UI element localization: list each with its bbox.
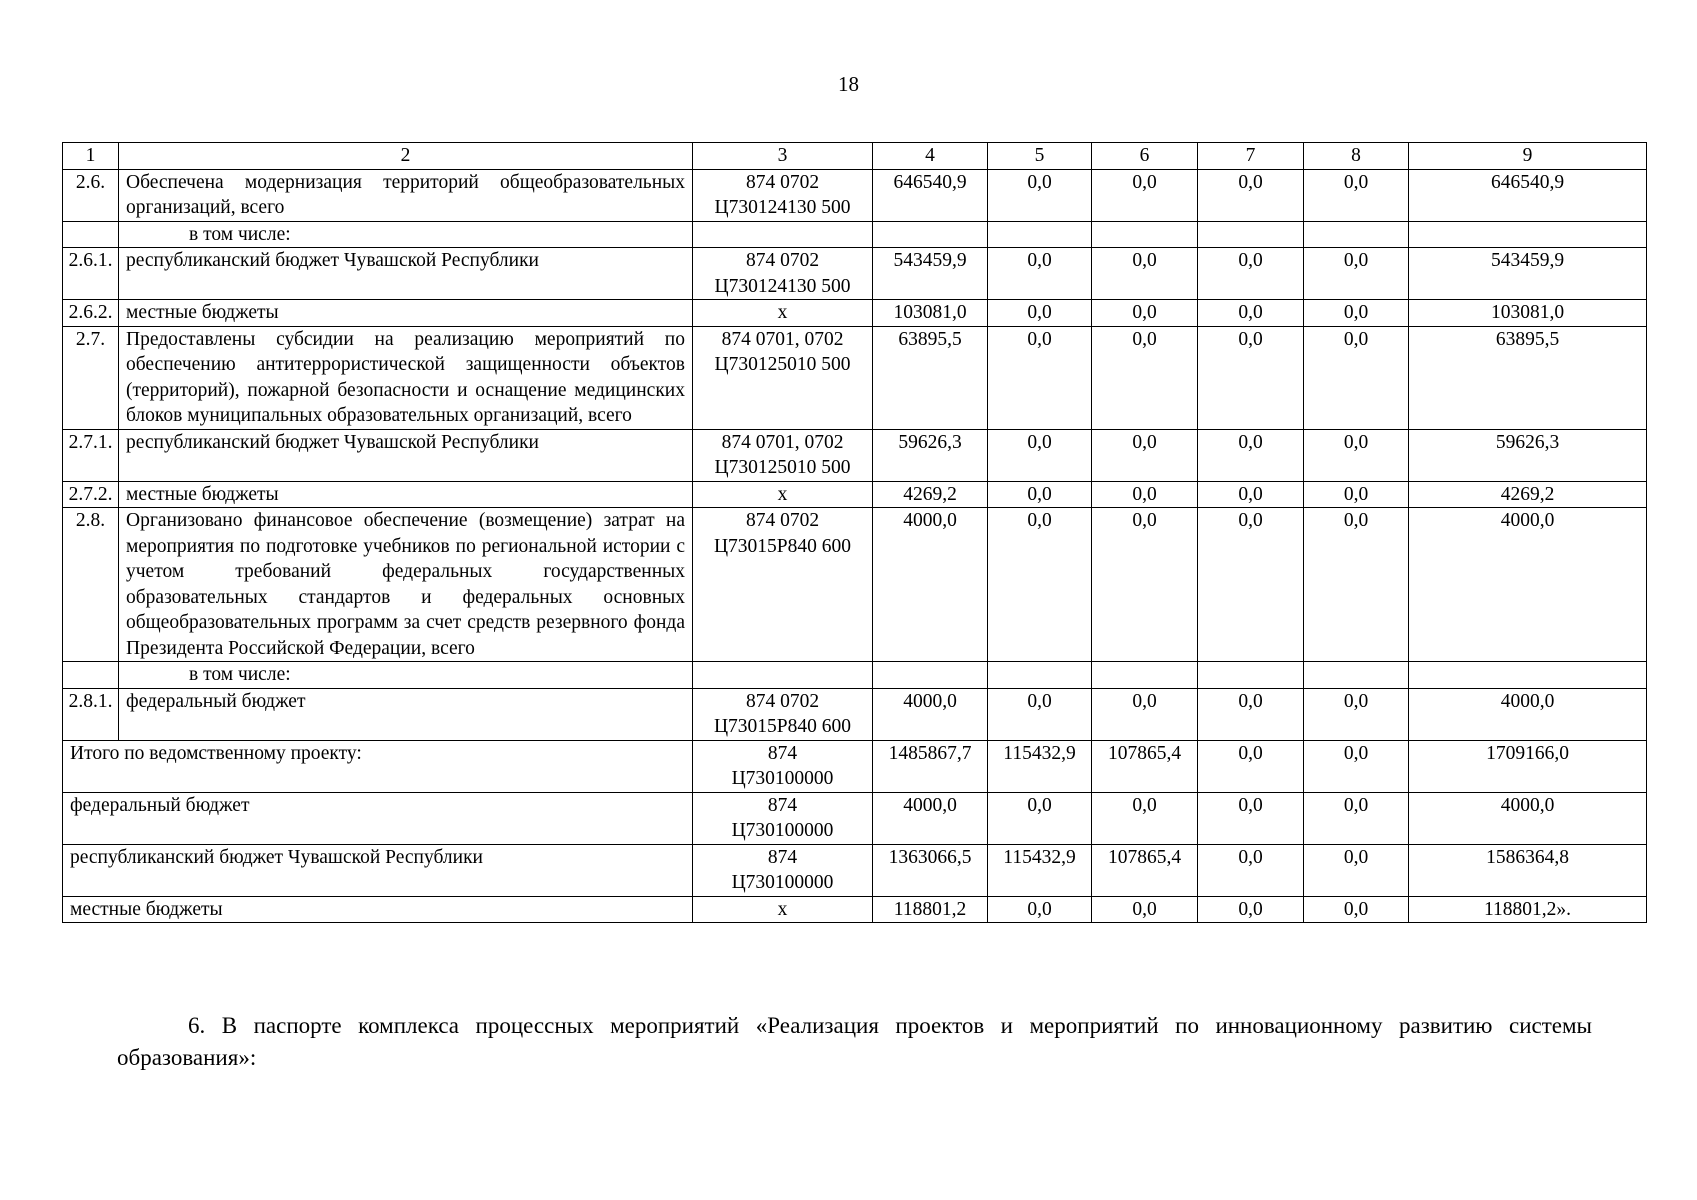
amount-cell: 0,0 <box>1304 429 1409 481</box>
amount-cell <box>1304 221 1409 248</box>
amount-cell: 0,0 <box>988 688 1092 740</box>
amount-cell: 0,0 <box>1198 844 1304 896</box>
budget-code <box>693 844 873 896</box>
row-number: 2.8.1. <box>63 688 119 740</box>
budget-code-line: 874 <box>767 742 798 764</box>
total-label: федеральный бюджет <box>63 792 693 844</box>
budget-code-line: Ц730125010 500 <box>714 354 851 375</box>
row-name: Организовано финансовое обеспечение (возмещение) затрат на мероприятия по подготовке учебников по региональной истории с учетом требований федеральных государственных образовательных стандартов и федеральных основных общеобразовательных программ за счет средств резервного фонда Президента Российской Федерации, всего <box>119 508 693 662</box>
amount-cell: 59626,3 <box>873 429 988 481</box>
row-number: 2.7.1. <box>63 429 119 481</box>
amount-cell: 0,0 <box>1198 688 1304 740</box>
amount-cell: 0,0 <box>1198 508 1304 662</box>
amount-cell: 4000,0 <box>873 688 988 740</box>
row-name: республиканский бюджет Чувашской Республики <box>119 429 693 481</box>
budget-code <box>693 169 873 221</box>
budget-code-line: 874 0701, 0702 <box>721 431 844 453</box>
total-row <box>63 792 1647 844</box>
budget-code <box>693 896 873 923</box>
table-row <box>63 248 1647 300</box>
amount-cell <box>873 221 988 248</box>
amount-cell: 115432,9 <box>988 740 1092 792</box>
table-row <box>63 688 1647 740</box>
total-row <box>63 740 1647 792</box>
amount-cell: 0,0 <box>1198 792 1304 844</box>
amount-cell: 1363066,5 <box>873 844 988 896</box>
budget-code-line: Ц730100000 <box>731 768 834 789</box>
amount-cell: 4000,0 <box>1409 688 1647 740</box>
budget-code <box>693 688 873 740</box>
budget-code <box>693 508 873 662</box>
amount-cell: 0,0 <box>1092 300 1198 327</box>
amount-cell: 0,0 <box>1198 740 1304 792</box>
amount-cell: 63895,5 <box>873 326 988 429</box>
column-header: 2 <box>119 143 693 170</box>
amount-cell: 0,0 <box>1092 326 1198 429</box>
amount-cell: 115432,9 <box>988 844 1092 896</box>
row-number: 2.6.2. <box>63 300 119 327</box>
amount-cell <box>1198 662 1304 689</box>
row-number: 2.6.1. <box>63 248 119 300</box>
amount-cell: 4000,0 <box>1409 792 1647 844</box>
row-name: Обеспечена модернизация территорий общеобразовательных организаций, всего <box>119 169 693 221</box>
amount-cell <box>1198 221 1304 248</box>
column-header: 7 <box>1198 143 1304 170</box>
amount-cell: 0,0 <box>988 896 1092 923</box>
budget-code <box>693 300 873 327</box>
row-number: 2.7.2. <box>63 481 119 508</box>
page-number: 18 <box>838 72 859 96</box>
amount-cell: 1586364,8 <box>1409 844 1647 896</box>
table-row <box>63 169 1647 221</box>
budget-code-line: Ц730124130 500 <box>714 275 851 297</box>
amount-cell <box>873 662 988 689</box>
budget-code <box>693 248 873 300</box>
amount-cell: 0,0 <box>1092 481 1198 508</box>
total-label: местные бюджеты <box>63 896 693 923</box>
amount-cell: 0,0 <box>988 169 1092 221</box>
budget-code-line: 874 0702 <box>745 690 820 712</box>
budget-code <box>693 792 873 844</box>
total-label: Итого по ведомственному проекту: <box>63 740 693 792</box>
amount-cell: 0,0 <box>1092 688 1198 740</box>
budget-code-line: Ц730100000 <box>731 820 834 841</box>
amount-cell: 0,0 <box>1198 481 1304 508</box>
amount-cell: 0,0 <box>1092 169 1198 221</box>
budget-code <box>693 481 873 508</box>
amount-cell: 0,0 <box>1198 326 1304 429</box>
budget-code <box>693 740 873 792</box>
budget-code-line: 874 <box>767 794 798 816</box>
amount-cell: 0,0 <box>1092 792 1198 844</box>
budget-code-line: Ц730100000 <box>731 872 834 893</box>
amount-cell: 4000,0 <box>873 508 988 662</box>
amount-cell <box>1304 662 1409 689</box>
amount-cell: 0,0 <box>1304 508 1409 662</box>
amount-cell: 0,0 <box>988 326 1092 429</box>
budget-code <box>693 429 873 481</box>
amount-cell: 0,0 <box>1198 169 1304 221</box>
table-row <box>63 508 1647 662</box>
amount-cell: 103081,0 <box>873 300 988 327</box>
amount-cell: 543459,9 <box>873 248 988 300</box>
amount-cell: 0,0 <box>1304 169 1409 221</box>
amount-cell: 646540,9 <box>873 169 988 221</box>
amount-cell: 1485867,7 <box>873 740 988 792</box>
amount-cell: 0,0 <box>1304 844 1409 896</box>
amount-cell: 0,0 <box>1198 248 1304 300</box>
amount-cell: 0,0 <box>1198 300 1304 327</box>
amount-cell: 0,0 <box>1304 896 1409 923</box>
column-header: 6 <box>1092 143 1198 170</box>
budget-code-line: 874 0702 <box>745 250 820 271</box>
amount-cell <box>1409 662 1647 689</box>
amount-cell: 0,0 <box>1092 896 1198 923</box>
amount-cell: 1709166,0 <box>1409 740 1647 792</box>
row-name: Предоставлены субсидии на реализацию мероприятий по обеспечению антитеррористической защищенности объектов (территорий), пожарной безопасности и оснащение медицинских блоков муниципальных образовательных организаций, всего <box>119 326 693 429</box>
table-row <box>63 326 1647 429</box>
budget-code-line: Ц730124130 500 <box>714 197 851 218</box>
amount-cell: 118801,2 <box>873 896 988 923</box>
budget-code-line: х <box>777 483 788 505</box>
amount-cell <box>988 662 1092 689</box>
amount-cell: 0,0 <box>1304 326 1409 429</box>
amount-cell: 0,0 <box>1304 300 1409 327</box>
row-name: в том числе: <box>119 662 693 689</box>
amount-cell: 63895,5 <box>1409 326 1647 429</box>
row-number: 2.7. <box>63 326 119 429</box>
row-name: федеральный бюджет <box>119 688 693 740</box>
amount-cell: 107865,4 <box>1092 844 1198 896</box>
amount-cell: 103081,0 <box>1409 300 1647 327</box>
amount-cell <box>1092 221 1198 248</box>
amount-cell: 118801,2». <box>1409 896 1647 923</box>
body-paragraph: 6. В паспорте комплекса процессных мероприятий «Реализация проектов и мероприятий по инновационному развитию системы образования»: <box>117 1013 1592 1070</box>
amount-cell: 0,0 <box>988 508 1092 662</box>
budget-code-line: х <box>777 898 788 920</box>
budget-code-line: 874 0701, 0702 <box>721 328 844 350</box>
row-number: 2.8. <box>63 508 119 662</box>
row-number <box>63 221 119 248</box>
amount-cell: 0,0 <box>1304 248 1409 300</box>
column-header: 4 <box>873 143 988 170</box>
table-row <box>63 429 1647 481</box>
column-header: 3 <box>693 143 873 170</box>
budget-code-line: 874 <box>767 846 798 868</box>
amount-cell: 0,0 <box>1304 688 1409 740</box>
amount-cell <box>1092 662 1198 689</box>
budget-code <box>693 221 873 248</box>
budget-code-line: 874 0702 <box>745 171 820 193</box>
row-number: 2.6. <box>63 169 119 221</box>
amount-cell: 0,0 <box>1198 429 1304 481</box>
amount-cell: 4269,2 <box>1409 481 1647 508</box>
budget-code-line: Ц73015Р840 600 <box>713 716 852 737</box>
budget-code-line: 874 0702 <box>745 510 820 531</box>
amount-cell: 0,0 <box>988 481 1092 508</box>
row-name: местные бюджеты <box>119 481 693 508</box>
amount-cell <box>988 221 1092 248</box>
amount-cell: 0,0 <box>1304 792 1409 844</box>
budget-code-line: Ц730125010 500 <box>714 457 851 478</box>
amount-cell: 0,0 <box>1092 429 1198 481</box>
budget-code <box>693 326 873 429</box>
column-header: 1 <box>63 143 119 170</box>
amount-cell: 107865,4 <box>1092 740 1198 792</box>
amount-cell: 4269,2 <box>873 481 988 508</box>
column-header: 8 <box>1304 143 1409 170</box>
table-row <box>63 221 1647 248</box>
amount-cell: 0,0 <box>988 792 1092 844</box>
amount-cell: 0,0 <box>1304 481 1409 508</box>
amount-cell: 0,0 <box>1304 740 1409 792</box>
amount-cell: 0,0 <box>988 300 1092 327</box>
table-row <box>63 300 1647 327</box>
budget-table <box>62 142 1647 923</box>
table-row <box>63 481 1647 508</box>
amount-cell: 0,0 <box>988 429 1092 481</box>
amount-cell: 0,0 <box>1198 896 1304 923</box>
amount-cell: 4000,0 <box>873 792 988 844</box>
row-name: местные бюджеты <box>119 300 693 327</box>
amount-cell: 0,0 <box>1092 248 1198 300</box>
table-row <box>63 662 1647 689</box>
budget-code-line: Ц73015Р840 600 <box>713 535 852 557</box>
total-row <box>63 844 1647 896</box>
amount-cell: 0,0 <box>988 248 1092 300</box>
amount-cell: 543459,9 <box>1409 248 1647 300</box>
amount-cell: 646540,9 <box>1409 169 1647 221</box>
total-label: республиканский бюджет Чувашской Республики <box>63 844 693 896</box>
amount-cell <box>1409 221 1647 248</box>
amount-cell: 4000,0 <box>1409 508 1647 662</box>
row-number <box>63 662 119 689</box>
amount-cell: 59626,3 <box>1409 429 1647 481</box>
amount-cell: 0,0 <box>1092 508 1198 662</box>
row-name: в том числе: <box>119 221 693 248</box>
table-header-row <box>63 143 1647 170</box>
budget-code <box>693 662 873 689</box>
budget-code-line: х <box>777 302 788 323</box>
total-row <box>63 896 1647 923</box>
column-header: 9 <box>1409 143 1647 170</box>
column-header: 5 <box>988 143 1092 170</box>
row-name: республиканский бюджет Чувашской Республики <box>119 248 693 300</box>
